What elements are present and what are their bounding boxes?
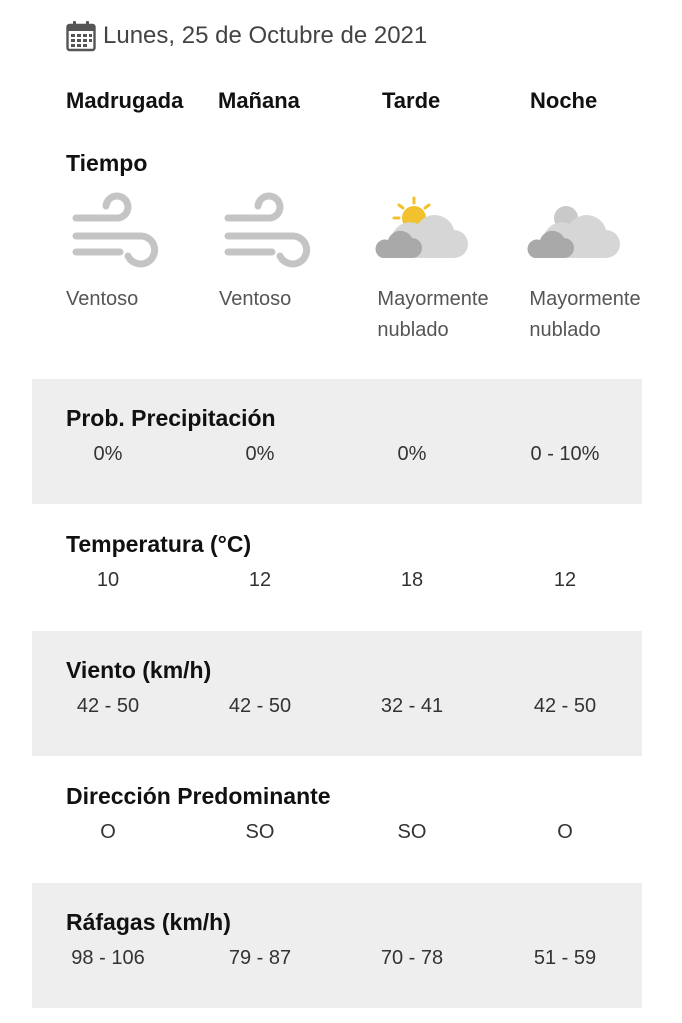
period-noche: Noche xyxy=(530,88,598,113)
weather-title: Tiempo xyxy=(66,150,148,176)
value-tarde: SO xyxy=(397,821,427,843)
value-noche: 42 - 50 xyxy=(533,695,597,717)
weather-label-manana: Ventoso xyxy=(219,288,292,310)
row-title: Ráfagas (km/h) xyxy=(66,909,231,935)
value-tarde: 32 - 41 xyxy=(380,695,444,717)
period-tarde: Tarde xyxy=(382,88,441,113)
row-title: Prob. Precipitación xyxy=(66,405,276,431)
value-noche: 51 - 59 xyxy=(533,947,597,969)
row-title: Temperatura (°C) xyxy=(66,531,252,557)
row-precipitation xyxy=(32,379,642,504)
weather-label-noche: Mayormente nublado xyxy=(529,288,641,341)
value-tarde: 18 xyxy=(400,569,424,591)
row-wind xyxy=(32,631,642,756)
value-noche: O xyxy=(557,821,573,843)
value-manana: 79 - 87 xyxy=(228,947,292,969)
row-title: Viento (km/h) xyxy=(66,657,212,683)
value-noche: 12 xyxy=(553,569,577,591)
period-manana: Mañana xyxy=(218,88,300,113)
value-madrugada: 42 - 50 xyxy=(76,695,140,717)
value-manana: 0% xyxy=(245,443,275,465)
weather-label-tarde: Mayormente nublado xyxy=(377,288,489,341)
value-tarde: 0% xyxy=(397,443,427,465)
value-madrugada: 10 xyxy=(96,569,120,591)
row-gusts xyxy=(32,883,642,1008)
row-temperature xyxy=(32,505,642,630)
calendar-icon xyxy=(66,20,96,52)
value-tarde: 70 - 78 xyxy=(380,947,444,969)
value-manana: 42 - 50 xyxy=(228,695,292,717)
partly-cloudy-night-icon xyxy=(526,188,620,278)
date-header xyxy=(66,18,427,54)
period-madrugada: Madrugada xyxy=(66,88,184,113)
period-header-row xyxy=(0,88,682,120)
row-title: Dirección Predominante xyxy=(66,783,331,809)
value-manana: 12 xyxy=(248,569,272,591)
wind-icon xyxy=(222,188,316,278)
value-noche: 0 - 10% xyxy=(530,443,600,465)
partly-cloudy-day-icon xyxy=(374,188,468,278)
date-text: Lunes, 25 de Octubre de 2021 xyxy=(103,22,428,49)
wind-icon xyxy=(70,188,164,278)
value-manana: SO xyxy=(245,821,275,843)
weather-label-madrugada: Ventoso xyxy=(66,288,139,310)
value-madrugada: 98 - 106 xyxy=(71,947,145,969)
value-madrugada: 0% xyxy=(93,443,123,465)
row-direction xyxy=(32,757,642,882)
value-madrugada: O xyxy=(100,821,116,843)
